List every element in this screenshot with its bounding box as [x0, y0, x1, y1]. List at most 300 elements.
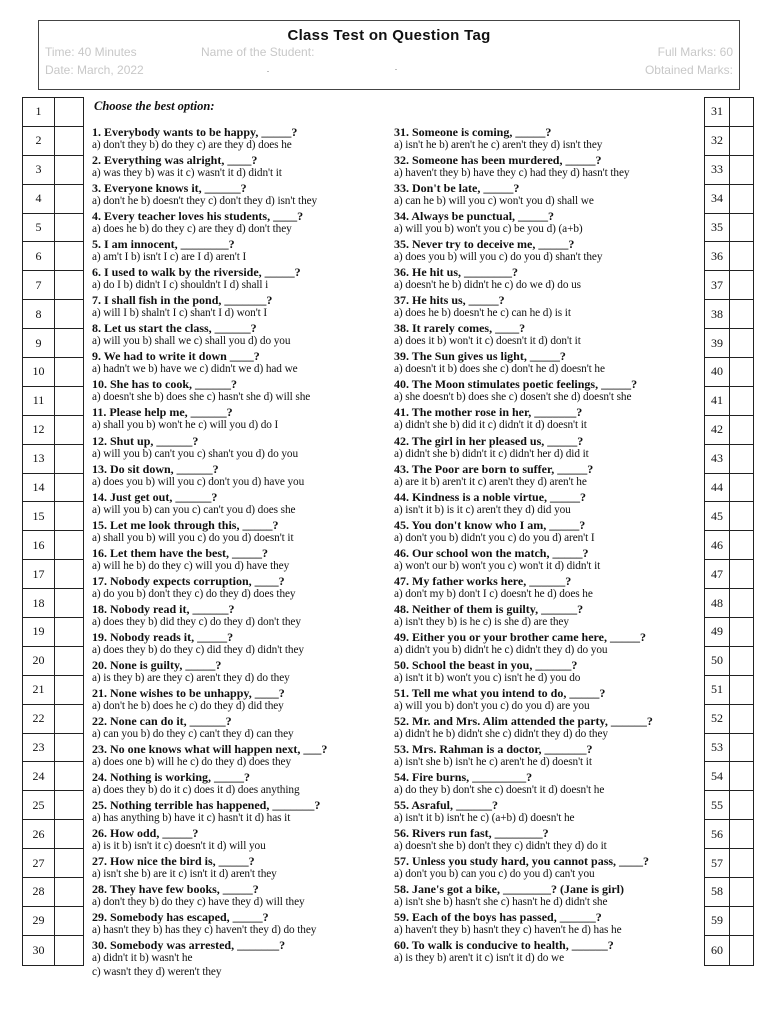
- answer-row: [705, 647, 753, 676]
- answer-box[interactable]: [55, 271, 83, 299]
- answer-row: [23, 907, 83, 936]
- question-item: [394, 911, 702, 939]
- question-number: 52: [705, 705, 730, 733]
- question-number: 57: [705, 849, 730, 877]
- question-options: a) hadn't we b) have we c) didn't we d) had we: [92, 363, 298, 376]
- question-number: 19: [23, 618, 55, 646]
- answer-row: [705, 907, 753, 936]
- answer-row: [23, 560, 83, 589]
- answer-box[interactable]: [55, 185, 83, 213]
- answer-box[interactable]: [730, 214, 753, 242]
- question-stem: 15. Let me look through this, _____?: [92, 518, 279, 532]
- question-options: a) don't he b) does he c) do they d) did they: [92, 699, 284, 712]
- question-options: a) isn't it b) isn't he c) (a+b) d) doesn't he: [394, 812, 575, 825]
- question-number: 40: [705, 358, 730, 386]
- answer-box[interactable]: [730, 127, 753, 155]
- question-item: [92, 294, 402, 322]
- question-stem: 1. Everybody wants to be happy, _____?: [92, 126, 298, 139]
- answer-box[interactable]: [730, 445, 753, 473]
- question-item: [394, 210, 702, 238]
- question-options: a) didn't you b) didn't he c) didn't they d) do you: [394, 643, 608, 656]
- question-stem: 51. Tell me what you intend to do, _____?: [394, 686, 606, 700]
- question-number: 8: [23, 300, 55, 328]
- time-label: Time: 40 Minutes: [45, 45, 137, 59]
- question-number: 7: [23, 271, 55, 299]
- question-item: [92, 154, 402, 182]
- question-number: 20: [23, 647, 55, 675]
- question-stem: 32. Someone has been murdered, _____?: [394, 154, 602, 168]
- question-options: a) was they b) was it c) wasn't it d) didn't it: [92, 167, 282, 180]
- question-number: 14: [23, 474, 55, 502]
- answer-row: [23, 98, 83, 127]
- question-options: a) does you b) will you c) don't you d) have you: [92, 475, 305, 488]
- answer-box[interactable]: [55, 387, 83, 415]
- question-item: [92, 939, 402, 979]
- question-number: 53: [705, 734, 730, 762]
- question-item: [394, 827, 702, 855]
- question-options: a) didn't it b) wasn't he: [92, 952, 193, 965]
- answer-box[interactable]: [55, 502, 83, 530]
- answer-box[interactable]: [55, 705, 83, 733]
- question-options: a) does it b) won't it c) doesn't it d) don't it: [394, 335, 581, 348]
- question-number: 30: [23, 936, 55, 965]
- question-number: 22: [23, 705, 55, 733]
- question-item: [92, 659, 402, 687]
- answer-row: [705, 531, 753, 560]
- question-stem: 52. Mr. and Mrs. Alim attended the party, ______?: [394, 714, 653, 728]
- question-number: 56: [705, 820, 730, 848]
- answer-box[interactable]: [55, 734, 83, 762]
- answer-row: [23, 300, 83, 329]
- question-options: a) didn't he b) didn't she c) didn't they d) do they: [394, 727, 608, 740]
- answer-column-right: [704, 97, 754, 966]
- question-item: [394, 743, 702, 771]
- question-options: a) doesn't she b) don't they c) didn't they d) do it: [394, 840, 607, 853]
- question-number: 17: [23, 560, 55, 588]
- question-item: [92, 266, 402, 294]
- question-stem: 38. It rarely comes, ____?: [394, 322, 526, 336]
- answer-row: [23, 878, 83, 907]
- answer-box[interactable]: [55, 849, 83, 877]
- question-stem: 19. Nobody reads it, _____?: [92, 630, 234, 644]
- answer-row: [23, 156, 83, 185]
- question-options: a) doesn't he b) didn't he c) do we d) do us: [394, 279, 581, 292]
- question-number: 54: [705, 762, 730, 790]
- question-item: [394, 238, 702, 266]
- answer-row: [23, 502, 83, 531]
- answer-box[interactable]: [730, 849, 753, 877]
- question-item: [394, 435, 702, 463]
- answer-box[interactable]: [55, 907, 83, 935]
- answer-box[interactable]: [55, 676, 83, 704]
- answer-box[interactable]: [730, 329, 753, 357]
- question-options: a) do I b) didn't I c) shouldn't I d) shall i: [92, 279, 269, 292]
- full-marks-label: Full Marks: 60: [657, 45, 733, 59]
- answer-row: [23, 127, 83, 156]
- question-stem: 48. Neither of them is guilty, ______?: [394, 602, 584, 616]
- answer-box[interactable]: [730, 300, 753, 328]
- answer-row: [705, 502, 753, 531]
- question-options: a) isn't she b) isn't he c) aren't he d) doesn't it: [394, 756, 592, 769]
- answer-row: [23, 791, 83, 820]
- answer-box[interactable]: [55, 647, 83, 675]
- question-number: 32: [705, 127, 730, 155]
- question-number: 26: [23, 820, 55, 848]
- answer-box[interactable]: [55, 762, 83, 790]
- question-item: [394, 603, 702, 631]
- answer-row: [705, 185, 753, 214]
- question-number: 38: [705, 300, 730, 328]
- answer-box[interactable]: [55, 589, 83, 617]
- question-options: a) will you b) can you c) can't you d) does she: [92, 503, 296, 516]
- question-item: [394, 771, 702, 799]
- answer-row: [705, 329, 753, 358]
- answer-row: [705, 445, 753, 474]
- question-stem: 54. Fire burns, _________?: [394, 771, 533, 785]
- question-number: 13: [23, 445, 55, 473]
- answer-box[interactable]: [55, 936, 83, 965]
- question-item: [92, 435, 402, 463]
- answer-row: [705, 271, 753, 300]
- dot-mark: .: [395, 63, 397, 72]
- question-stem: 23. No one knows what will happen next, ___?: [92, 743, 328, 757]
- answer-row: [705, 560, 753, 589]
- answer-box[interactable]: [55, 531, 83, 559]
- question-number: 58: [705, 878, 730, 906]
- answer-box[interactable]: [55, 445, 83, 473]
- answer-row: [705, 762, 753, 791]
- question-item: [92, 491, 402, 519]
- answer-row: [23, 589, 83, 618]
- question-options: a) do you b) don't they c) do they d) does they: [92, 587, 296, 600]
- answer-row: [23, 734, 83, 763]
- answer-box[interactable]: [730, 907, 753, 935]
- question-item: [394, 154, 702, 182]
- question-stem: 2. Everything was alright, ____?: [92, 154, 258, 168]
- question-item: [394, 883, 702, 911]
- question-stem: 11. Please help me, ______?: [92, 406, 233, 420]
- answer-row: [705, 820, 753, 849]
- question-number: 29: [23, 907, 55, 935]
- question-stem: 57. Unless you study hard, you cannot pass, ____?: [394, 855, 650, 869]
- question-item: [394, 575, 702, 603]
- answer-row: [705, 300, 753, 329]
- answer-box[interactable]: [730, 502, 753, 530]
- answer-box[interactable]: [55, 791, 83, 819]
- question-options: a) don't you b) can you c) do you d) can't you: [394, 868, 595, 881]
- answer-box[interactable]: [730, 185, 753, 213]
- answer-column-left: [22, 97, 84, 966]
- question-options: a) don't you b) didn't you c) do you d) aren't I: [394, 531, 595, 544]
- question-options: a) can he b) will you c) won't you d) shall we: [394, 195, 594, 208]
- answer-box[interactable]: [730, 358, 753, 386]
- question-stem: 46. Our school won the match, _____?: [394, 546, 589, 560]
- question-options: a) shall you b) will you c) do you d) doesn't it: [92, 531, 294, 544]
- question-item: [92, 855, 402, 883]
- answer-box[interactable]: [55, 127, 83, 155]
- answer-row: [705, 156, 753, 185]
- question-number: 36: [705, 242, 730, 270]
- answer-row: [23, 820, 83, 849]
- question-number: 49: [705, 618, 730, 646]
- question-item: [394, 322, 702, 350]
- question-options: a) don't he b) doesn't they c) don't they d) isn't they: [92, 195, 318, 208]
- question-options: a) is it b) isn't it c) doesn't it d) will you: [92, 840, 266, 853]
- question-stem: 55. Asraful, ______?: [394, 799, 499, 813]
- question-options: a) shall you b) won't he c) will you d) do I: [92, 419, 279, 432]
- answer-box[interactable]: [730, 560, 753, 588]
- question-number: 2: [23, 127, 55, 155]
- question-item: [394, 939, 702, 967]
- answer-box[interactable]: [55, 300, 83, 328]
- question-options: a) didn't she b) did it c) didn't it d) doesn't it: [394, 419, 587, 432]
- answer-box[interactable]: [55, 618, 83, 646]
- question-item: [92, 406, 402, 434]
- question-options: a) will he b) do they c) will you d) have they: [92, 559, 290, 572]
- answer-row: [705, 936, 753, 965]
- question-options: a) doesn't it b) does she c) don't he d) doesn't he: [394, 363, 605, 376]
- question-item: [92, 911, 402, 939]
- question-options: a) does he b) doesn't he c) can he d) is it: [394, 307, 571, 320]
- answer-row: [705, 589, 753, 618]
- answer-box[interactable]: [730, 791, 753, 819]
- question-stem: 49. Either you or your brother came here, _____?: [394, 630, 646, 644]
- question-number: 11: [23, 387, 55, 415]
- question-number: 6: [23, 242, 55, 270]
- question-number: 33: [705, 156, 730, 184]
- answer-row: [23, 849, 83, 878]
- answer-box[interactable]: [55, 329, 83, 357]
- question-stem: 45. You don't know who I am, _____?: [394, 518, 586, 532]
- question-options: a) isn't it b) is it c) aren't they d) did you: [394, 503, 571, 516]
- question-number: 12: [23, 416, 55, 444]
- question-item: [394, 547, 702, 575]
- question-options: a) isn't it b) won't you c) isn't he d) you do: [394, 671, 581, 684]
- question-number: 44: [705, 474, 730, 502]
- question-item: [394, 378, 702, 406]
- question-item: [92, 603, 402, 631]
- question-number: 60: [705, 936, 730, 965]
- question-item: [92, 322, 402, 350]
- question-stem: 35. Never try to deceive me, _____?: [394, 238, 575, 252]
- question-item: [394, 126, 702, 154]
- answer-box[interactable]: [730, 820, 753, 848]
- instruction: Choose the best option:: [94, 99, 215, 113]
- answer-row: [705, 705, 753, 734]
- answer-row: [705, 416, 753, 445]
- question-number: 25: [23, 791, 55, 819]
- question-stem: 36. He hit us, ________?: [394, 266, 519, 280]
- answer-row: [23, 416, 83, 445]
- question-item: [92, 210, 402, 238]
- answer-row: [23, 445, 83, 474]
- question-stem: 25. Nothing terrible has happened, _______?: [92, 799, 321, 813]
- question-stem: 39. The Sun gives us light, _____?: [394, 350, 566, 364]
- question-options: a) isn't she b) hasn't she c) hasn't he d) didn't she: [394, 896, 608, 909]
- question-stem: 7. I shall fish in the pond, _______?: [92, 294, 273, 308]
- answer-box[interactable]: [730, 676, 753, 704]
- dot-mark: .: [267, 65, 269, 74]
- question-item: [92, 687, 402, 715]
- answer-box[interactable]: [730, 762, 753, 790]
- answer-row: [705, 358, 753, 387]
- question-number: 24: [23, 762, 55, 790]
- question-number: 46: [705, 531, 730, 559]
- answer-box[interactable]: [55, 214, 83, 242]
- answer-box[interactable]: [55, 820, 83, 848]
- question-number: 21: [23, 676, 55, 704]
- question-number: 41: [705, 387, 730, 415]
- answer-box[interactable]: [55, 416, 83, 444]
- question-options: a) does they b) did they c) do they d) don't they: [92, 615, 301, 628]
- question-item: [92, 126, 402, 154]
- question-number: 47: [705, 560, 730, 588]
- answer-box[interactable]: [55, 560, 83, 588]
- question-item: [394, 687, 702, 715]
- question-number: 35: [705, 214, 730, 242]
- question-options: a) isn't he b) aren't he c) aren't they d) isn't they: [394, 139, 603, 151]
- answer-row: [705, 676, 753, 705]
- question-options: a) don't they b) do they c) are they d) does he: [92, 139, 292, 151]
- question-stem: 58. Jane's got a bike, ________? (Jane is girl): [394, 883, 624, 897]
- answer-box[interactable]: [730, 242, 753, 270]
- question-stem: 9. We had to write it down ____?: [92, 350, 260, 364]
- question-options: a) doesn't she b) does she c) hasn't she d) will she: [92, 391, 311, 404]
- question-number: 10: [23, 358, 55, 386]
- question-number: 18: [23, 589, 55, 617]
- question-item: [92, 883, 402, 911]
- question-options: a) don't they b) do they c) have they d) will they: [92, 896, 305, 909]
- answer-box[interactable]: [730, 531, 753, 559]
- answer-row: [705, 127, 753, 156]
- question-item: [394, 519, 702, 547]
- answer-box[interactable]: [730, 734, 753, 762]
- answer-box[interactable]: [55, 156, 83, 184]
- student-name-label: Name of the Student:: [201, 45, 315, 59]
- question-options: a) won't our b) won't you c) won't it d) didn't it: [394, 559, 601, 572]
- question-item: [92, 771, 402, 799]
- answer-box[interactable]: [55, 474, 83, 502]
- answer-box[interactable]: [55, 98, 83, 126]
- question-item: [394, 799, 702, 827]
- answer-row: [705, 387, 753, 416]
- question-number: 34: [705, 185, 730, 213]
- question-number: 27: [23, 849, 55, 877]
- question-options: a) isn't she b) are it c) isn't it d) aren't they: [92, 868, 277, 881]
- question-number: 43: [705, 445, 730, 473]
- page-title: Class Test on Question Tag: [287, 27, 491, 44]
- answer-box[interactable]: [730, 416, 753, 444]
- question-stem: 28. They have few books, _____?: [92, 883, 259, 897]
- answer-box[interactable]: [730, 647, 753, 675]
- question-options: a) will you b) shall we c) shall you d) do you: [92, 335, 291, 348]
- answer-row: [23, 358, 83, 387]
- question-stem: 27. How nice the bird is, _____?: [92, 855, 255, 869]
- answer-box[interactable]: [730, 878, 753, 906]
- question-stem: 42. The girl in her pleased us, _____?: [394, 434, 584, 448]
- question-item: [92, 799, 402, 827]
- answer-box[interactable]: [730, 474, 753, 502]
- question-number: 45: [705, 502, 730, 530]
- question-item: [394, 350, 702, 378]
- question-stem: 8. Let us start the class, ______?: [92, 322, 257, 336]
- question-options: a) don't my b) don't I c) doesn't he d) does he: [394, 587, 593, 600]
- answer-box[interactable]: [55, 242, 83, 270]
- question-number: 15: [23, 502, 55, 530]
- question-item: [92, 827, 402, 855]
- answer-row: [23, 531, 83, 560]
- answer-row: [705, 474, 753, 503]
- obtained-marks-label: Obtained Marks:: [644, 63, 733, 77]
- question-number: 16: [23, 531, 55, 559]
- answer-box[interactable]: [730, 589, 753, 617]
- question-options: a) she doesn't b) does she c) dosen't she d) doesn't she: [394, 391, 632, 404]
- question-item: [92, 238, 402, 266]
- answer-row: [23, 647, 83, 676]
- answer-box[interactable]: [730, 98, 753, 126]
- question-stem: 4. Every teacher loves his students, ____?: [92, 210, 304, 224]
- question-item: [394, 182, 702, 210]
- question-options: a) haven't they b) hasn't they c) haven't he d) has he: [394, 924, 622, 937]
- answer-row: [705, 618, 753, 647]
- question-options: a) hasn't they b) has they c) haven't they d) do they: [92, 924, 317, 937]
- answer-box[interactable]: [730, 705, 753, 733]
- question-stem: 41. The mother rose in her, _______?: [394, 406, 583, 420]
- question-options: a) can you b) do they c) can't they d) can they: [92, 727, 294, 740]
- answer-box[interactable]: [730, 271, 753, 299]
- answer-box[interactable]: [730, 156, 753, 184]
- question-item: [92, 743, 402, 771]
- question-options: a) will you b) don't you c) do you d) are you: [394, 699, 590, 712]
- question-item: [394, 406, 702, 434]
- question-stem: 31. Someone is coming, _____?: [394, 126, 552, 139]
- answer-box[interactable]: [730, 936, 753, 965]
- question-options: a) will I b) shaln't I c) shan't I d) won't I: [92, 307, 268, 320]
- question-stem: 16. Let them have the best, _____?: [92, 546, 268, 560]
- question-options: c) wasn't they d) weren't they: [92, 965, 222, 978]
- question-options: a) does you b) will you c) do you d) shan't they: [394, 251, 603, 264]
- answer-row: [23, 762, 83, 791]
- question-stem: 30. Somebody was arrested, _______?: [92, 939, 286, 953]
- answer-row: [23, 271, 83, 300]
- answer-box[interactable]: [55, 878, 83, 906]
- answer-box[interactable]: [730, 387, 753, 415]
- question-item: [92, 575, 402, 603]
- question-options: a) has anything b) have it c) hasn't it d) has it: [92, 812, 291, 825]
- question-options: a) does he b) do they c) are they d) don't they: [92, 223, 292, 236]
- answer-row: [23, 185, 83, 214]
- question-item: [92, 378, 402, 406]
- answer-box[interactable]: [730, 618, 753, 646]
- question-item: [394, 631, 702, 659]
- questions-right: [394, 126, 702, 967]
- question-options: a) will you b) won't you c) be you d) (a+b): [394, 223, 583, 236]
- question-number: 28: [23, 878, 55, 906]
- question-item: [394, 855, 702, 883]
- question-number: 37: [705, 271, 730, 299]
- question-item: [394, 294, 702, 322]
- question-number: 39: [705, 329, 730, 357]
- question-stem: 50. School the beast in you, ______?: [394, 658, 578, 672]
- answer-box[interactable]: [55, 358, 83, 386]
- question-number: 4: [23, 185, 55, 213]
- answer-row: [705, 849, 753, 878]
- question-number: 1: [23, 98, 55, 126]
- answer-row: [705, 98, 753, 127]
- question-stem: 5. I am innocent, ________?: [92, 238, 235, 252]
- question-item: [394, 659, 702, 687]
- question-stem: 53. Mrs. Rahman is a doctor, _______?: [394, 743, 593, 757]
